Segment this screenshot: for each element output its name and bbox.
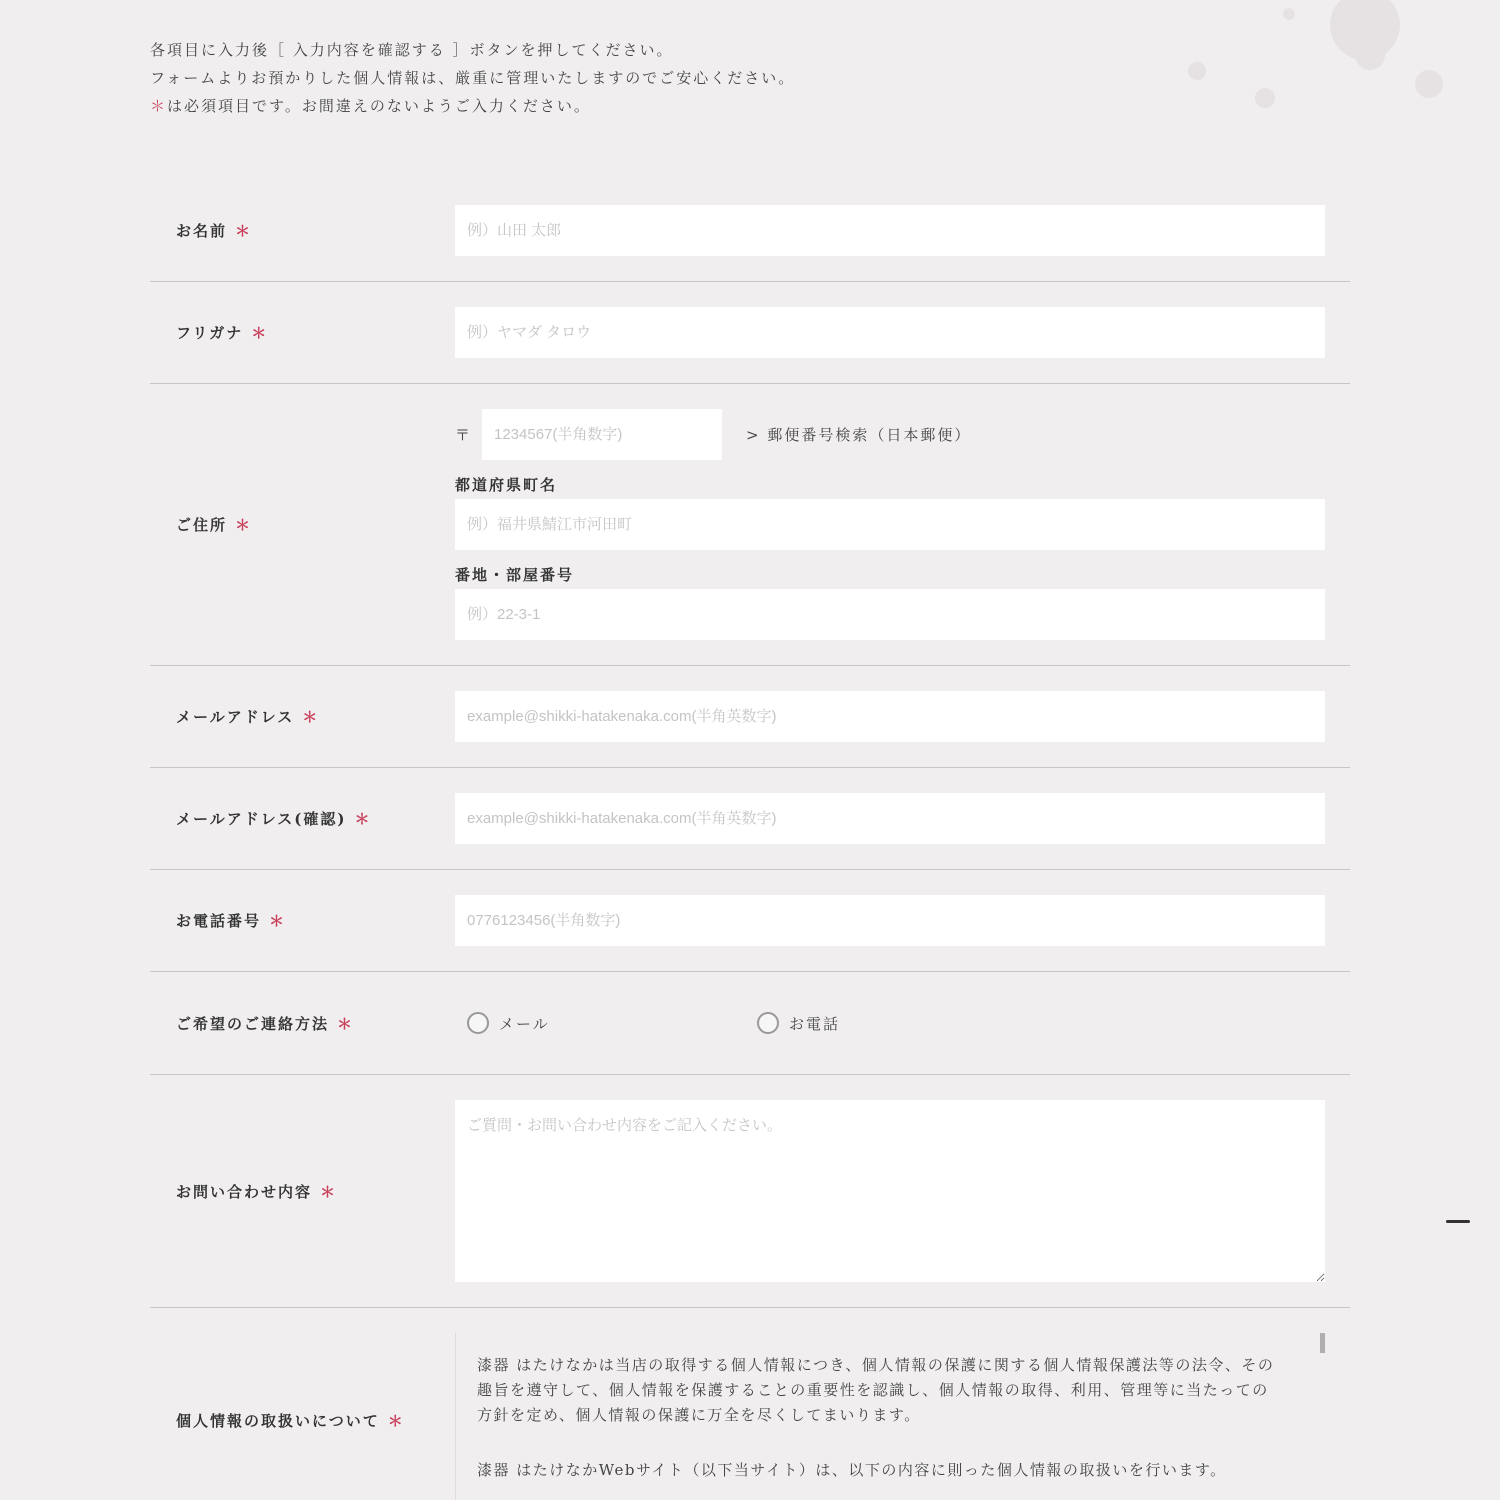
field-label <box>150 910 455 931</box>
form-row-phone <box>150 870 1350 972</box>
postal-mark-icon: 〒 <box>455 426 471 444</box>
form-row-name <box>150 180 1350 282</box>
privacy-label: 個人情報の取扱いについて <box>176 1411 380 1430</box>
field-label <box>150 1410 455 1431</box>
field-label <box>150 322 455 343</box>
required-mark: ＊ <box>251 324 269 342</box>
phone-label: お電話番号 <box>176 912 262 930</box>
form-row-address <box>150 384 1350 666</box>
privacy-policy-scrollbox[interactable] <box>455 1333 1325 1500</box>
required-mark: ＊ <box>269 912 287 930</box>
form-row-privacy <box>150 1308 1350 1500</box>
radio-circle[interactable] <box>757 1012 779 1034</box>
field-label <box>150 220 455 241</box>
field-label <box>150 1013 455 1034</box>
email-confirm-input[interactable] <box>455 793 1325 844</box>
street-label: 番地・部屋番号 <box>455 566 575 584</box>
contact-form <box>150 180 1350 1500</box>
field-label <box>150 1181 455 1202</box>
contact-method-radio-group <box>455 997 1325 1049</box>
instruction-line <box>150 92 795 120</box>
decorative-splash <box>1255 88 1275 108</box>
decorative-splash <box>1283 8 1295 20</box>
city-label: 都道府県町名 <box>455 476 558 494</box>
email-label: メールアドレス <box>176 708 295 726</box>
field-label <box>150 808 455 829</box>
decorative-splash <box>1355 40 1385 70</box>
page-top-dash-icon[interactable] <box>1446 1220 1470 1223</box>
radio-label: メール <box>499 1014 550 1033</box>
zip-search-link[interactable]: > 郵便番号検索（日本郵便） <box>746 426 972 444</box>
inquiry-label: お問い合わせ内容 <box>176 1182 313 1201</box>
privacy-paragraph: 漆器 はたけなかWebサイト（以下当サイト）は、以下の内容に則った個人情報の取扱いを行います。 <box>477 1461 1227 1479</box>
field-label <box>150 514 455 535</box>
inquiry-textarea[interactable] <box>455 1100 1325 1282</box>
radio-option-email[interactable] <box>455 1012 745 1034</box>
furigana-label: フリガナ <box>176 324 244 342</box>
name-label: お名前 <box>176 222 228 240</box>
form-row-email-confirm <box>150 768 1350 870</box>
required-mark: ＊ <box>320 1182 338 1201</box>
radio-option-phone[interactable] <box>745 1012 1035 1034</box>
privacy-paragraph: 漆器 はたけなかは当店の取得する個人情報につき、個人情報の保護に関する個人情報保護法等の法令、その趣旨を遵守して、個人情報を保護することの重要性を認識し、個人情報の取得、利用、管理等に当たっての方針を定め、個人情報の保護に万全を尽くしてまいります。 <box>477 1356 1275 1424</box>
name-input[interactable] <box>455 205 1325 256</box>
form-row-inquiry <box>150 1075 1350 1308</box>
decorative-splash <box>1415 70 1443 98</box>
scrollbar-thumb[interactable] <box>1320 1333 1325 1353</box>
radio-circle[interactable] <box>467 1012 489 1034</box>
address-label: ご住所 <box>176 516 228 534</box>
form-row-email <box>150 666 1350 768</box>
phone-input[interactable] <box>455 895 1325 946</box>
required-mark: ＊ <box>150 97 168 115</box>
required-mark: ＊ <box>235 516 253 534</box>
zip-code-input[interactable] <box>482 409 722 460</box>
radio-label: お電話 <box>789 1014 841 1033</box>
field-label <box>150 706 455 727</box>
decorative-splash <box>1188 62 1206 80</box>
street-input[interactable] <box>455 589 1325 640</box>
required-mark: ＊ <box>387 1411 405 1430</box>
required-note: は必須項目です。お間違えのないようご入力ください。 <box>167 97 591 115</box>
required-mark: ＊ <box>235 222 253 240</box>
form-row-contact-method <box>150 972 1350 1075</box>
furigana-input[interactable] <box>455 307 1325 358</box>
email-input[interactable] <box>455 691 1325 742</box>
form-instructions <box>150 36 795 120</box>
required-mark: ＊ <box>302 708 320 726</box>
zip-line <box>455 409 1325 460</box>
city-input[interactable] <box>455 499 1325 550</box>
email-confirm-label: メールアドレス(確認) <box>176 810 347 828</box>
form-row-furigana <box>150 282 1350 384</box>
instruction-line: フォームよりお預かりした個人情報は、厳重に管理いたしますのでご安心ください。 <box>150 69 796 87</box>
required-mark: ＊ <box>354 810 372 828</box>
instruction-line: 各項目に入力後［ 入力内容を確認する ］ボタンを押してください。 <box>150 41 674 59</box>
contact-method-label: ご希望のご連絡方法 <box>176 1014 330 1033</box>
required-mark: ＊ <box>337 1014 355 1033</box>
